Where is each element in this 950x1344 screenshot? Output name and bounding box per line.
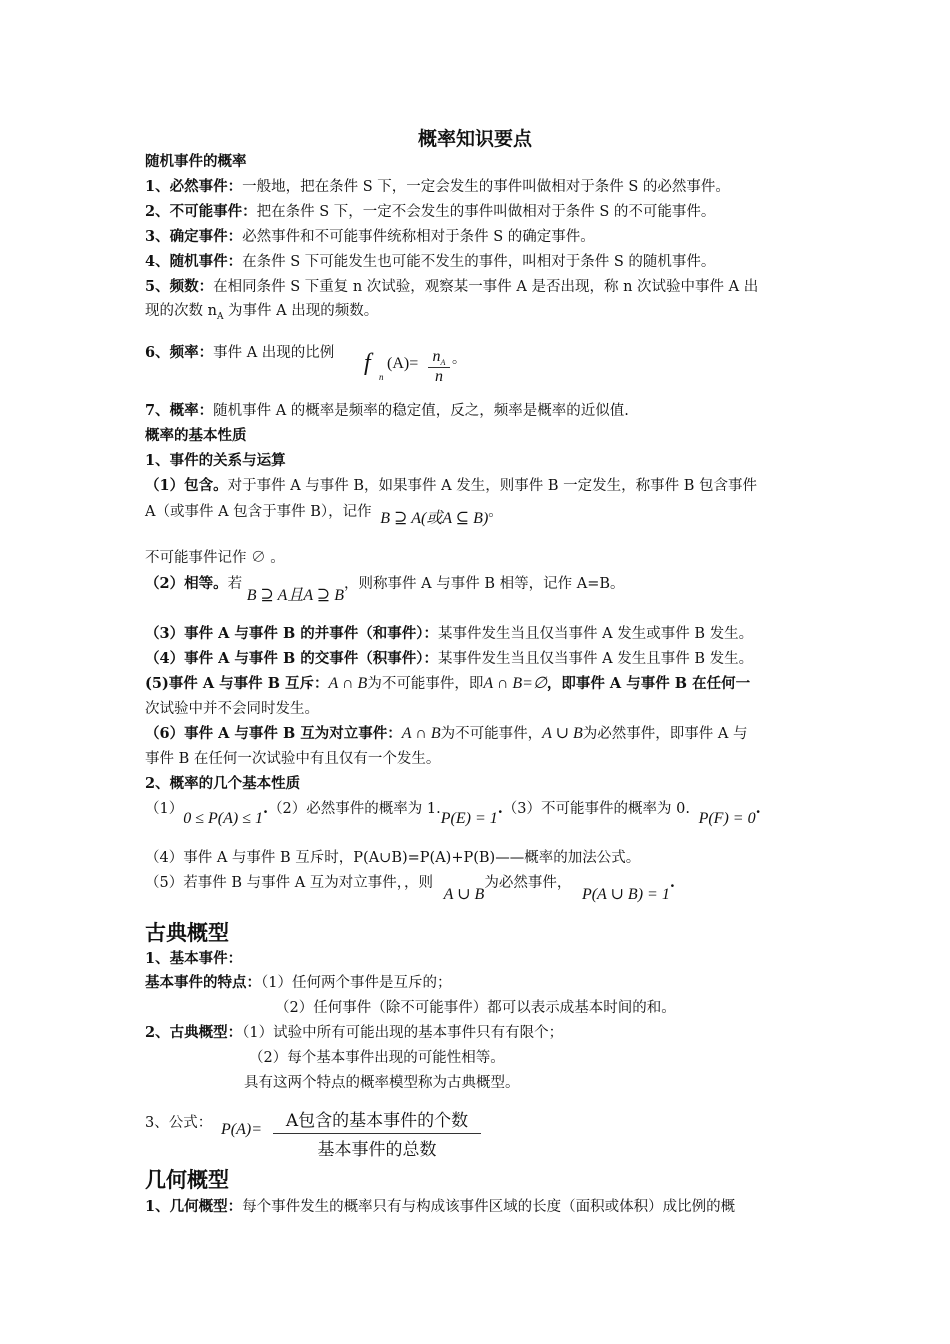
item-text: （3）不可能事件的概率为 0. [502, 801, 690, 817]
classical-formula [221, 1104, 491, 1160]
inclusion-formula: B ⊇ A(或A ⊆ B) [380, 510, 489, 527]
item-intersection [145, 649, 753, 669]
item-formula-label: 3、公式： [145, 1115, 213, 1131]
item-text: 某事件发生当且仅当事件 A 发生且事件 B 发生。 [438, 651, 754, 667]
item-text: 把在条件 S 下，一定不会发生的事件叫做相对于条件 S 的不可能事件。 [256, 204, 716, 220]
item-impossible-event [145, 202, 715, 222]
item-basic-event: 1、基本事件： [145, 950, 243, 967]
item-probability [145, 401, 629, 421]
item-label: (5)事件 A 与事件 B 互斥： [145, 675, 329, 692]
page-title: 概率知识要点 [417, 128, 532, 150]
item-certain-event [145, 177, 730, 197]
subscript: A [216, 311, 224, 322]
numerator-sub: A [440, 358, 446, 368]
item-text: 为事件 A 出现的频数。 [223, 303, 379, 319]
formula-numerator: A包含的基本事件的个数 [273, 1106, 481, 1134]
item-frequency-count [145, 277, 758, 297]
subsection-relations: 1、事件的关系与运算 [145, 452, 286, 469]
item-classical-model [145, 1023, 563, 1043]
item-mutually-exclusive [145, 674, 750, 694]
item-text: 随机事件 A 的概率是频率的稳定值，反之，频率是概率的近似值. [213, 403, 629, 419]
item-text: 必然事件和不可能事件统称相对于条件 S 的确定事件。 [242, 229, 595, 245]
formula-range: 0 ≤ P(A) ≤ 1 [183, 810, 263, 827]
section-heading-classical: 古典概型 [145, 920, 229, 945]
item-label: 7、概率： [145, 402, 214, 419]
item-addition-rule: （4）事件 A 与事件 B 互斥时，P(A∪B)=P(A)+P(B)——概率的加法公式。 [145, 850, 641, 866]
formula-intersection: A ∩ B [401, 725, 441, 742]
item-text: 对于事件 A 与事件 B，如果事件 A 发生，则事件 B 一定发生，称事件 B 包含事件 [227, 478, 757, 494]
item-text: （5）若事件 B 与事件 A 互为对立事件，，则 [145, 875, 434, 891]
formula-impossible: P(F) = 0 [698, 810, 756, 827]
item-frequency-rate [145, 343, 334, 363]
item-label: 1、必然事件： [145, 178, 243, 195]
item-complementary [145, 724, 747, 744]
item-label: （6）事件 A 与事件 B 互为对立事件： [145, 725, 402, 742]
formula-end: . [497, 800, 503, 817]
formula-numerator [428, 346, 450, 368]
item-text: 每个事件发生的概率只有与构成该事件区域的长度（面积或体积）成比例的概 [242, 1199, 736, 1215]
item-determined-event [145, 227, 595, 247]
item-text: （2）必然事件的概率为 1. [268, 801, 441, 817]
formula-end: . [263, 800, 269, 817]
formula-subscript: n [379, 372, 384, 382]
equality-formula: B ⊇ A且A ⊇ B [246, 587, 345, 604]
item-label: 3、确定事件： [145, 228, 243, 245]
item-text: 事件 A 出现的比例 [213, 345, 335, 361]
item-mutually-exclusive-cont: 次试验中并不会同时发生。 [145, 701, 319, 717]
item-text: 为不可能事件， [440, 726, 543, 742]
item-text: 为必然事件， [484, 875, 572, 891]
item-complementary-cont: 事件 B 在任何一次试验中有且仅有一个发生。 [145, 751, 441, 767]
item-text: 为必然事件，即事件 A 与 [582, 726, 748, 742]
formula-end: . [755, 800, 761, 817]
item-basic-event-features-2: （2）任何事件（除不可能事件）都可以表示成基本时间的和。 [275, 1000, 676, 1016]
item-label: 4、随机事件： [145, 253, 243, 270]
frequency-formula [362, 344, 472, 390]
item-frequency-count-cont [145, 301, 378, 327]
item-label: （2）相等。 [145, 575, 228, 592]
item-text: ，则称事件 A 与事件 B 相等，记作 A=B。 [344, 576, 625, 592]
section-heading-properties: 概率的基本性质 [145, 427, 247, 444]
formula-lhs: P(A)= [221, 1121, 262, 1138]
item-text: 在条件 S 下可能发生也可能不发生的事件，叫相对于条件 S 的随机事件。 [242, 254, 716, 270]
formula-end: 。 [488, 504, 503, 520]
item-text: （1）任何两个事件是互斥的； [261, 975, 452, 991]
item-equality [145, 574, 625, 604]
item-inclusion-cont [145, 502, 503, 527]
item-label: （1） [145, 801, 184, 817]
item-text: 一般地，把在条件 S 下，一定会发生的事件叫做相对于条件 S 的必然事件。 [242, 179, 730, 195]
item-basic-event-features [145, 973, 451, 993]
item-inclusion [145, 476, 757, 496]
item-text: ，即事件 A 与事件 B 在任何一 [546, 675, 751, 692]
item-geometric-model [145, 1197, 735, 1217]
item-label: （4）事件 A 与事件 B 的交事件（积事件）： [145, 650, 439, 667]
item-label: （1）包含。 [145, 477, 228, 494]
formula-f: f [364, 350, 371, 376]
formula-denominator: n [435, 368, 443, 385]
item-text: 某事件发生当且仅当事件 A 发生或事件 B 发生。 [438, 626, 754, 642]
section-heading-random-events: 随机事件的概率 [145, 153, 247, 170]
formula-intersection-empty: A ∩ B=∅ [483, 675, 547, 692]
item-text: 在相同条件 S 下重复 n 次试验，观察某一事件 A 是否出现，称 n 次试验中事件 A 出 [213, 279, 759, 295]
item-null-event: 不可能事件记作 ∅ 。 [145, 550, 285, 566]
formula-paren: (A)= [387, 355, 419, 372]
formula-end: . [669, 874, 675, 891]
formula-certain: P(E) = 1 [440, 810, 498, 827]
item-classical-model-3: 具有这两个特点的概率模型称为古典概型。 [244, 1075, 520, 1091]
item-text: 为不可能事件，即 [367, 676, 484, 692]
item-random-event [145, 252, 715, 272]
formula-intersection: A ∩ B [328, 675, 368, 692]
item-label: （3）事件 A 与事件 B 的并事件（和事件）： [145, 625, 439, 642]
formula-union: A ∪ B [542, 725, 583, 742]
formula-denominator: 基本事件的总数 [317, 1140, 437, 1160]
item-label: 2、古典概型： [145, 1024, 243, 1041]
formula-end: 。 [452, 351, 466, 367]
item-classical-model-2: （2）每个基本事件出现的可能性相等。 [249, 1050, 505, 1066]
item-label: 5、频数： [145, 278, 214, 295]
subsection-basic-properties: 2、概率的几个基本性质 [145, 775, 301, 792]
item-label: 6、频率： [145, 344, 214, 361]
item-union [145, 624, 753, 644]
formula-union-probability: P(A ∪ B) = 1 [581, 886, 670, 903]
item-label: 1、几何概型： [145, 1198, 243, 1215]
item-complement-rule [145, 873, 675, 903]
item-text: A（或事件 A 包含于事件 B），记作 [145, 504, 372, 520]
item-text: 现的次数 n [145, 303, 217, 319]
item-text: 若 [227, 576, 243, 592]
item-label: 基本事件的特点： [145, 974, 261, 991]
formula-union: A ∪ B [443, 886, 485, 903]
item-label: 2、不可能事件： [145, 203, 257, 220]
item-text: （1）试验中所有可能出现的基本事件只有有限个； [242, 1025, 564, 1041]
numerator-n: n [432, 348, 441, 365]
section-heading-geometric: 几何概型 [145, 1167, 229, 1192]
item-property-list [145, 799, 761, 827]
